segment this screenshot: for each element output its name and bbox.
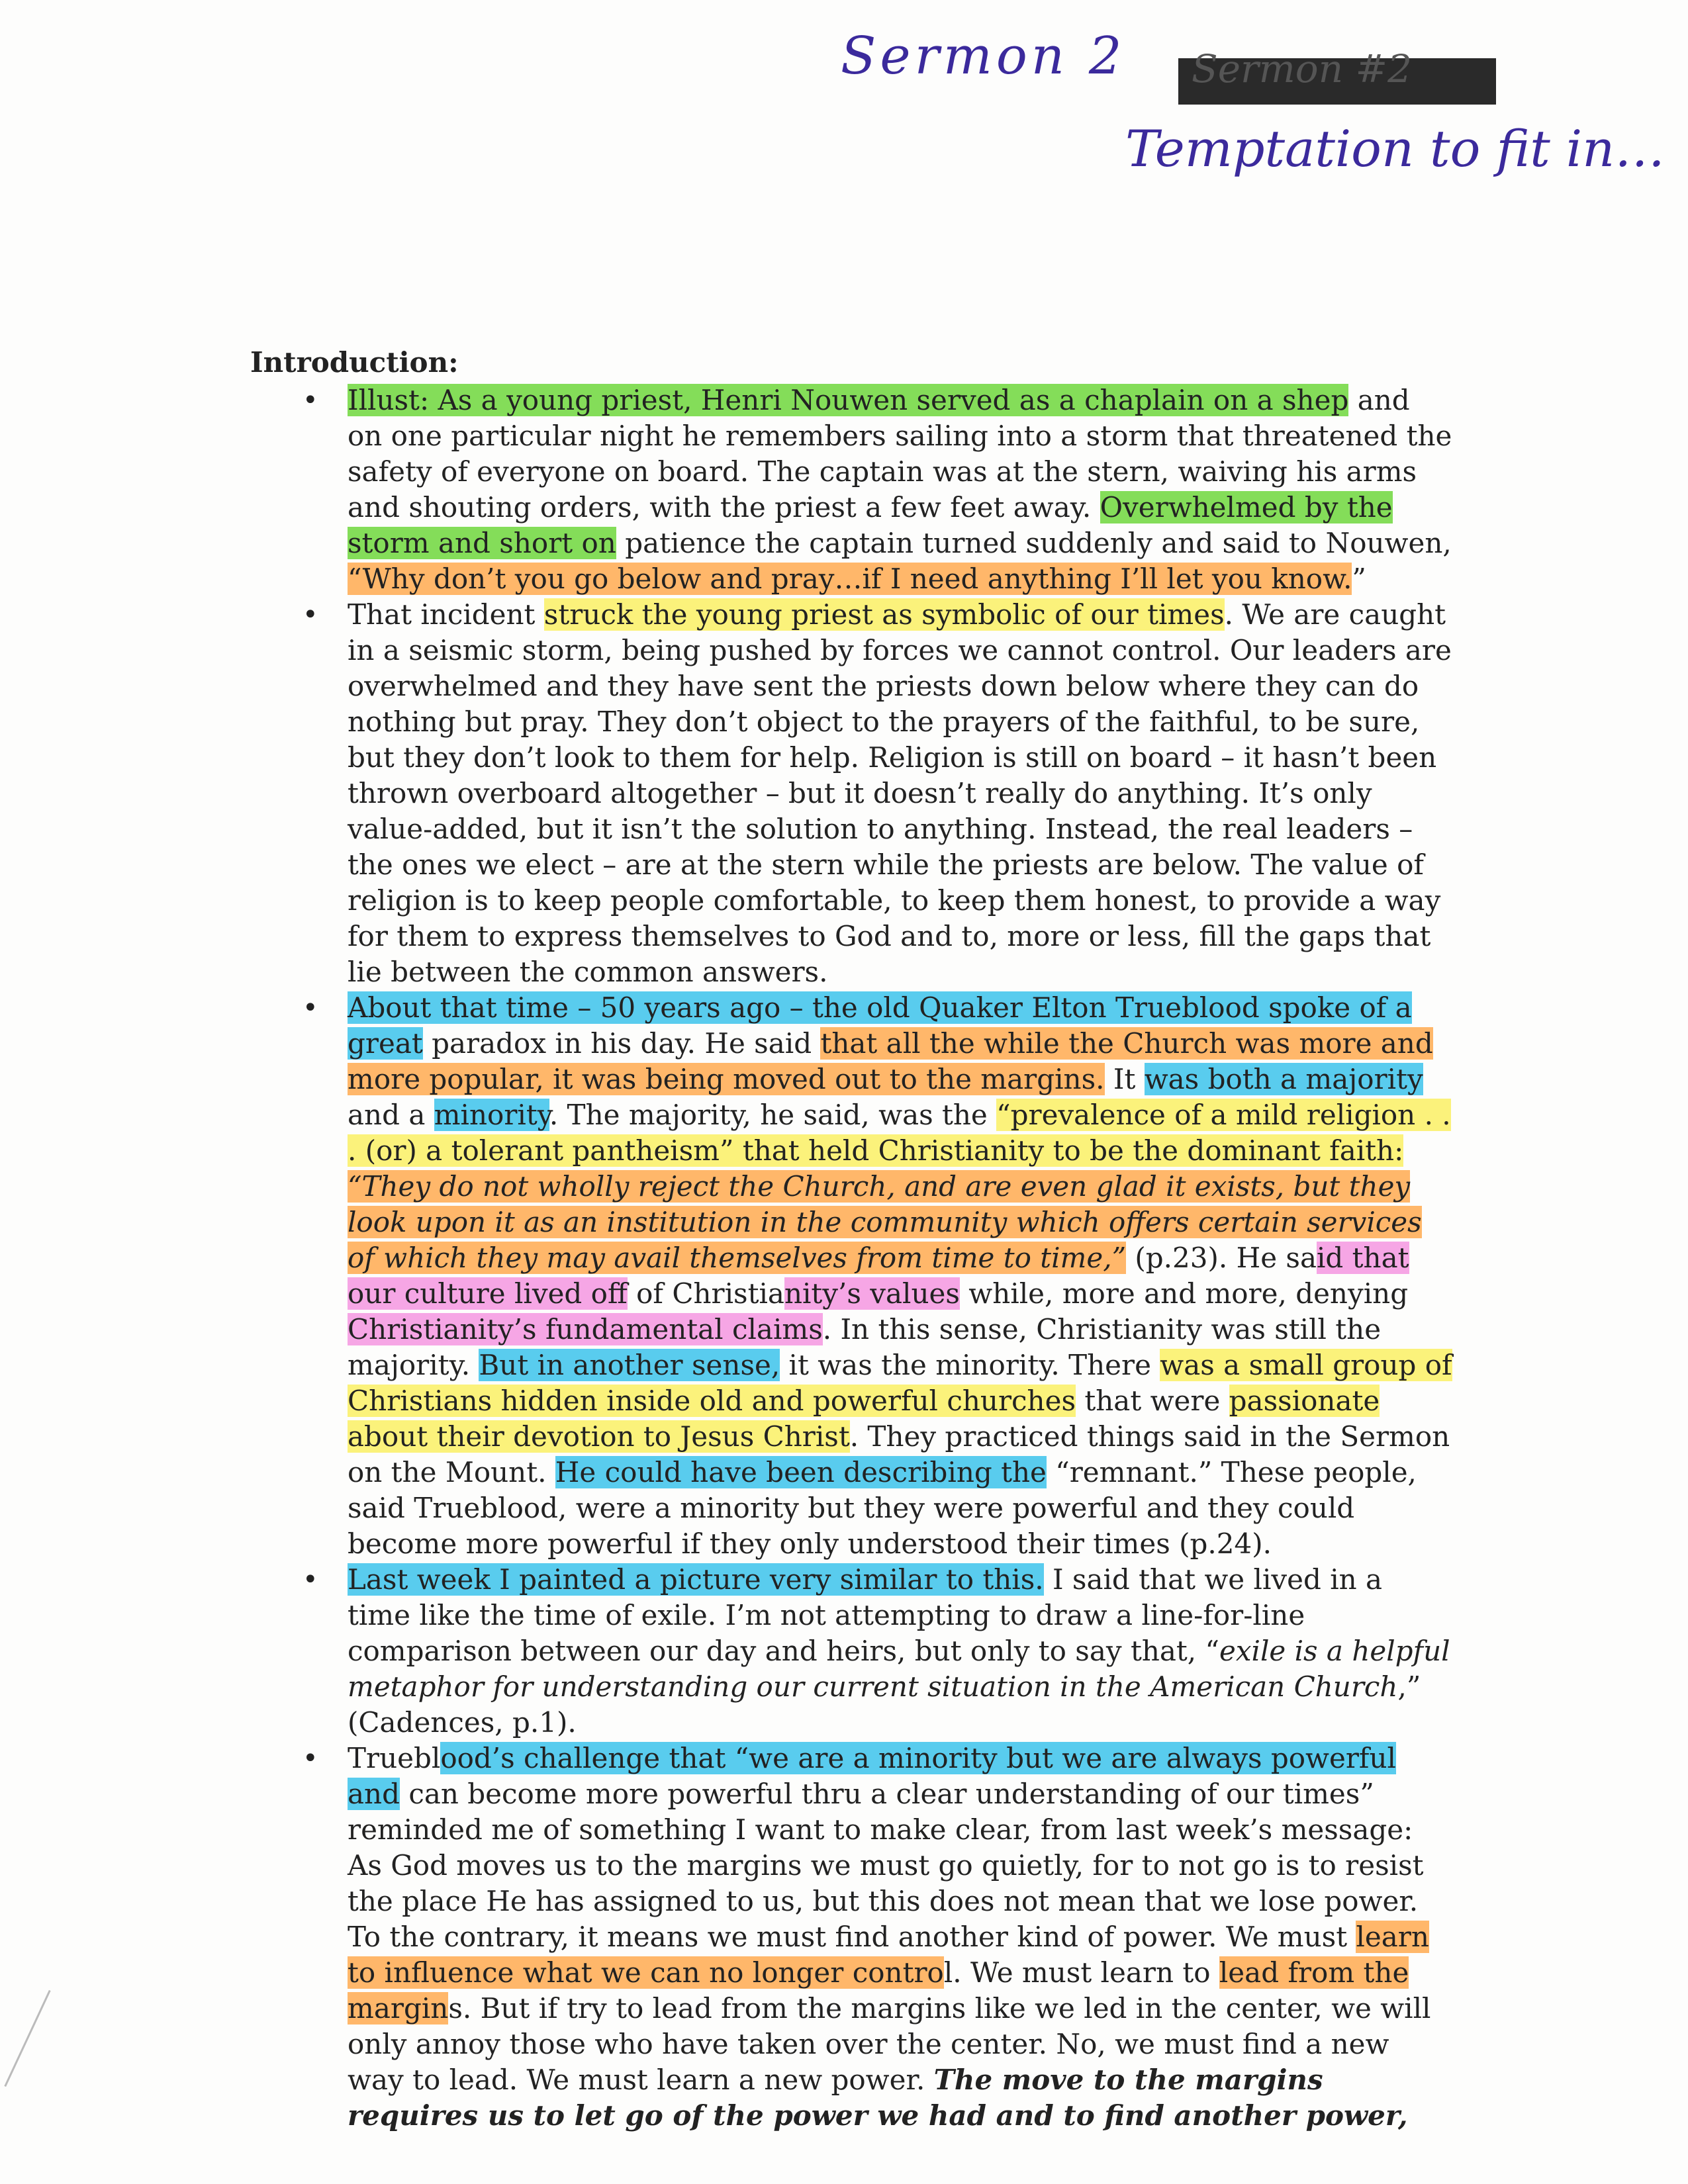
body-text: of Christia [627, 1277, 784, 1310]
body-text: while, more and more, denying [959, 1277, 1409, 1310]
body-text: . They practiced things said in the Sermon on the Mount. [348, 1420, 1450, 1488]
body-text: patience the captain turned suddenly and said to Nouwen, [616, 527, 1452, 559]
bullet-item [348, 990, 1453, 1562]
highlight-blue: was both a majority [1144, 1063, 1423, 1095]
body-text: ” [1352, 563, 1366, 595]
body-text: that were [1076, 1385, 1229, 1417]
highlight-blue: But in another sense, [479, 1349, 780, 1381]
highlight-orange-quote: “They do not wholly reject the Church, and are even glad it exists, but they look upon it as an institution in the community which offers certain services of which they may avail themselves from time to time,” [348, 1170, 1422, 1274]
struck-out-text: Sermon #2 [1192, 46, 1412, 91]
body-text: “remnant.” These people, said Trueblood, were a minority but they were powerful and they could become more powerful if they only understood their times (p.24). [348, 1456, 1417, 1560]
italic-quote: exile is a helpful metaphor for understanding our current situation in the American Church [348, 1635, 1450, 1703]
body-text: it was the minority. There [780, 1349, 1160, 1381]
highlight-green: Illust: As a young priest, Henri Nouwen served as a chaplain on a shep [348, 384, 1349, 416]
highlight-blue: About that time – 50 years ago – the old Quaker Elton Trueblood spoke of a great [348, 991, 1412, 1060]
highlight-orange: lead from the margin [348, 1956, 1409, 2025]
highlight-yellow: was a small group of Christians hidden inside old and powerful churches [348, 1349, 1452, 1417]
body-text: l. We must learn to [943, 1956, 1219, 1989]
highlight-orange: that all the while the Church was more and more popular, it was being moved out to the margins. [348, 1027, 1433, 1095]
highlight-blue: ood’s challenge that “we are a minority but we are always powerful and [348, 1742, 1396, 1810]
body-text: can become more powerful thru a clear understanding of our times” reminded me of something I want to make clear, from last week’s message: As God moves us to the margins we must go quietly, for to not go is to resist the place He has assigned to us, but this does not mean that we lose power. To the contrary, it means we must find another kind of power. We must [348, 1778, 1424, 1953]
struck-out-label [1192, 46, 1412, 91]
highlight-orange: “Why don’t you go below and pray…if I need anything I’ll let you know. [348, 563, 1352, 595]
highlight-yellow: struck the young priest as symbolic of our times [543, 598, 1225, 631]
body-text: and a [348, 1099, 434, 1131]
highlight-blue: minority [434, 1099, 549, 1131]
section-heading: Introduction: [250, 346, 459, 379]
highlight-green: Overwhelmed by the storm and short on [348, 491, 1393, 559]
body-text: and on one particular night he remembers sailing into a storm that threatened the safety of everyone on board. The captain was at the stern, waiving his arms and shouting orders, with the priest a few feet away. [348, 384, 1452, 523]
highlight-pink: Christianity’s fundamental claims [348, 1313, 823, 1345]
highlight-yellow: passionate about their devotion to Jesus Christ [348, 1385, 1380, 1453]
body-text: It [1104, 1063, 1145, 1095]
body-text: paradox in his day. He said [422, 1027, 821, 1060]
highlight-blue: Last week I painted a picture very similar to this. [348, 1563, 1044, 1596]
body-text: Truebl [348, 1742, 441, 1774]
highlight-blue: He could have been describing the [555, 1456, 1047, 1488]
body-text: . In this sense, Christianity was still the majority. [348, 1313, 1382, 1381]
bullet-item [348, 383, 1453, 597]
body-text: ,” (Cadences, p.1). [348, 1670, 1421, 1739]
bold-italic-statement: The move to the margins requires us to let go of the power we had and to find another power, [348, 2064, 1408, 2132]
highlight-yellow: “prevalence of a mild religion . . . (or) a tolerant pantheism” that held Christianity to be the dominant faith: [348, 1099, 1451, 1167]
scan-mark [4, 1990, 50, 2087]
body-text: That incident [348, 598, 544, 631]
body-text: s. But if try to lead from the margins like we led in the center, we will only annoy those who have taken over the center. No, we must find a new way to lead. We must learn a new power. [348, 1992, 1431, 2096]
body-text: (p.23). He sa [1126, 1242, 1317, 1274]
body-text: . The majority, he said, was the [549, 1099, 997, 1131]
bullet-list [348, 383, 1453, 2134]
highlight-pink: id that our culture lived off [348, 1242, 1409, 1310]
handwritten-note: Temptation to fit in… [1125, 119, 1665, 178]
handwritten-sermon-label: Sermon 2 [841, 26, 1126, 86]
highlight-pink: nity’s values [784, 1277, 960, 1310]
body-text: I said that we lived in a time like the time of exile. I’m not attempting to draw a line-for-line comparison between our day and heirs, but only to say that, “ [348, 1563, 1383, 1667]
bullet-item [348, 597, 1453, 990]
body-text: . We are caught in a seismic storm, being pushed by forces we cannot control. Our leaders are overwhelmed and they have sent the priests down below where they can do nothing but pray. They don’t object to the prayers of the faithful, to be sure, but they don’t look to them for help. Religion is still on board – it hasn’t been thrown overboard altogether – but it doesn’t really do anything. It’s only value-added, but it isn’t the solution to anything. Instead, the real leaders – the ones we elect – are at the stern while the priests are below. The value of religion is to keep people comfortable, to keep them honest, to provide a way for them to express themselves to God and to, more or less, fill the gaps that lie between the common answers. [348, 598, 1452, 988]
bullet-item [348, 1562, 1453, 1741]
bullet-item [348, 1741, 1453, 2134]
highlight-orange: learn to influence what we can no longer contro [348, 1921, 1429, 1989]
